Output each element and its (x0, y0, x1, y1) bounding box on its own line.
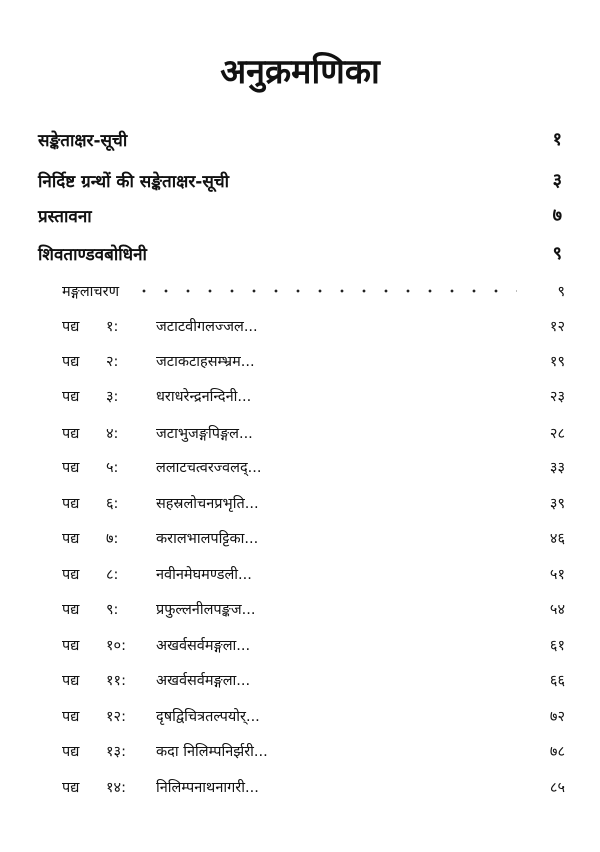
verse-title: अखर्वसर्वमङ्गला... (156, 673, 251, 689)
toc-verse-entry (62, 313, 565, 339)
toc-verse-entry (62, 596, 565, 622)
verse-label: पद्य (62, 319, 80, 335)
verse-number: १४: (106, 780, 126, 796)
verse-title: जटाभुजङ्गपिङ्गल... (156, 426, 253, 442)
verse-title: प्रफुल्लनीलपङ्कज... (156, 602, 256, 618)
verse-label: पद्य (62, 709, 80, 725)
entry-title: सङ्केताक्षर-सूची (38, 130, 128, 151)
verse-label: पद्य (62, 744, 80, 760)
entry-page-number: १२ (549, 319, 565, 335)
verse-title: जटाटवीगलज्जल... (156, 319, 258, 335)
verse-title: जटाकटाहसम्भ्रम... (156, 354, 255, 370)
verse-label: पद्य (62, 638, 80, 654)
verse-title: करालभालपट्टिका... (156, 531, 259, 547)
entry-page-number: ७ (552, 205, 562, 226)
verse-number: १०: (106, 638, 126, 654)
verse-label: पद्य (62, 567, 80, 583)
entry-page-number: ९ (552, 243, 562, 264)
toc-verse-entry (62, 774, 565, 800)
verse-title: धराधरेन्द्रनन्दिनी... (156, 389, 252, 405)
entry-page-number: ६६ (549, 673, 565, 689)
entry-title: मङ्गलाचरण (62, 284, 120, 300)
verse-number: ६: (106, 496, 119, 512)
entry-page-number: १ (552, 129, 562, 150)
entry-page-number: २३ (549, 389, 565, 405)
verse-number: ८: (106, 567, 119, 583)
verse-label: पद्य (62, 354, 80, 370)
entry-page-number: ९ (557, 284, 565, 300)
toc-verse-entry (62, 525, 565, 551)
verse-title: सहस्रलोचनप्रभृति... (156, 496, 259, 512)
entry-title: प्रस्तावना (38, 206, 92, 227)
verse-title: अखर्वसर्वमङ्गला... (156, 638, 251, 654)
toc-main-entry (38, 200, 562, 230)
toc-verse-entry (62, 561, 565, 587)
verse-label: पद्य (62, 426, 80, 442)
verse-number: ११: (106, 673, 126, 689)
verse-title: ललाटचत्वरज्वलद्... (156, 460, 262, 476)
entry-page-number: ६१ (549, 638, 565, 654)
page-title: अनुक्रमणिका (220, 52, 380, 92)
entry-page-number: ५१ (549, 567, 565, 583)
entry-title: शिवताण्डवबोधिनी (38, 244, 147, 265)
entry-page-number: ७८ (549, 744, 565, 760)
verse-label: पद्य (62, 780, 80, 796)
entry-page-number: ७२ (549, 709, 565, 725)
verse-title: दृषद्विचित्रतल्पयोर्... (156, 709, 260, 725)
verse-number: ३: (106, 389, 119, 405)
entry-page-number: ३ (552, 170, 562, 191)
verse-label: पद्य (62, 496, 80, 512)
toc-main-entry (38, 165, 562, 195)
toc-sub-entry-mangalacharan (62, 278, 565, 304)
toc-verse-entry (62, 738, 565, 764)
verse-label: पद्य (62, 460, 80, 476)
entry-page-number: १९ (549, 354, 565, 370)
verse-label: पद्य (62, 531, 80, 547)
verse-title: निलिम्पनाथनागरी... (156, 780, 259, 796)
entry-page-number: ४६ (549, 531, 565, 547)
toc-verse-entry (62, 383, 565, 409)
toc-verse-entry (62, 454, 565, 480)
verse-number: ५: (106, 460, 119, 476)
entry-title: निर्दिष्ट ग्रन्थों की सङ्केताक्षर-सूची (38, 171, 230, 192)
verse-title: कदा निलिम्पनिर्झरी... (156, 744, 268, 760)
verse-number: १३: (106, 744, 126, 760)
toc-verse-entry (62, 632, 565, 658)
toc-main-entry (38, 238, 562, 268)
entry-page-number: ३३ (549, 460, 565, 476)
entry-page-number: २८ (549, 426, 565, 442)
verse-number: ७: (106, 531, 119, 547)
verse-number: १२: (106, 709, 126, 725)
verse-title: नवीनमेघमण्डली... (156, 567, 252, 583)
toc-verse-entry (62, 490, 565, 516)
entry-page-number: ३९ (549, 496, 565, 512)
toc-main-entry (38, 124, 562, 154)
verse-number: २: (106, 354, 119, 370)
verse-number: ९: (106, 602, 119, 618)
toc-verse-entry (62, 348, 565, 374)
verse-number: ४: (106, 426, 119, 442)
verse-label: पद्य (62, 602, 80, 618)
entry-page-number: ५४ (549, 602, 565, 618)
entry-page-number: ८५ (549, 780, 565, 796)
verse-label: पद्य (62, 673, 80, 689)
toc-verse-entry (62, 420, 565, 446)
toc-verse-entry (62, 703, 565, 729)
verse-label: पद्य (62, 389, 80, 405)
dot-leader (133, 289, 517, 293)
toc-verse-entry (62, 667, 565, 693)
verse-number: १: (106, 319, 119, 335)
